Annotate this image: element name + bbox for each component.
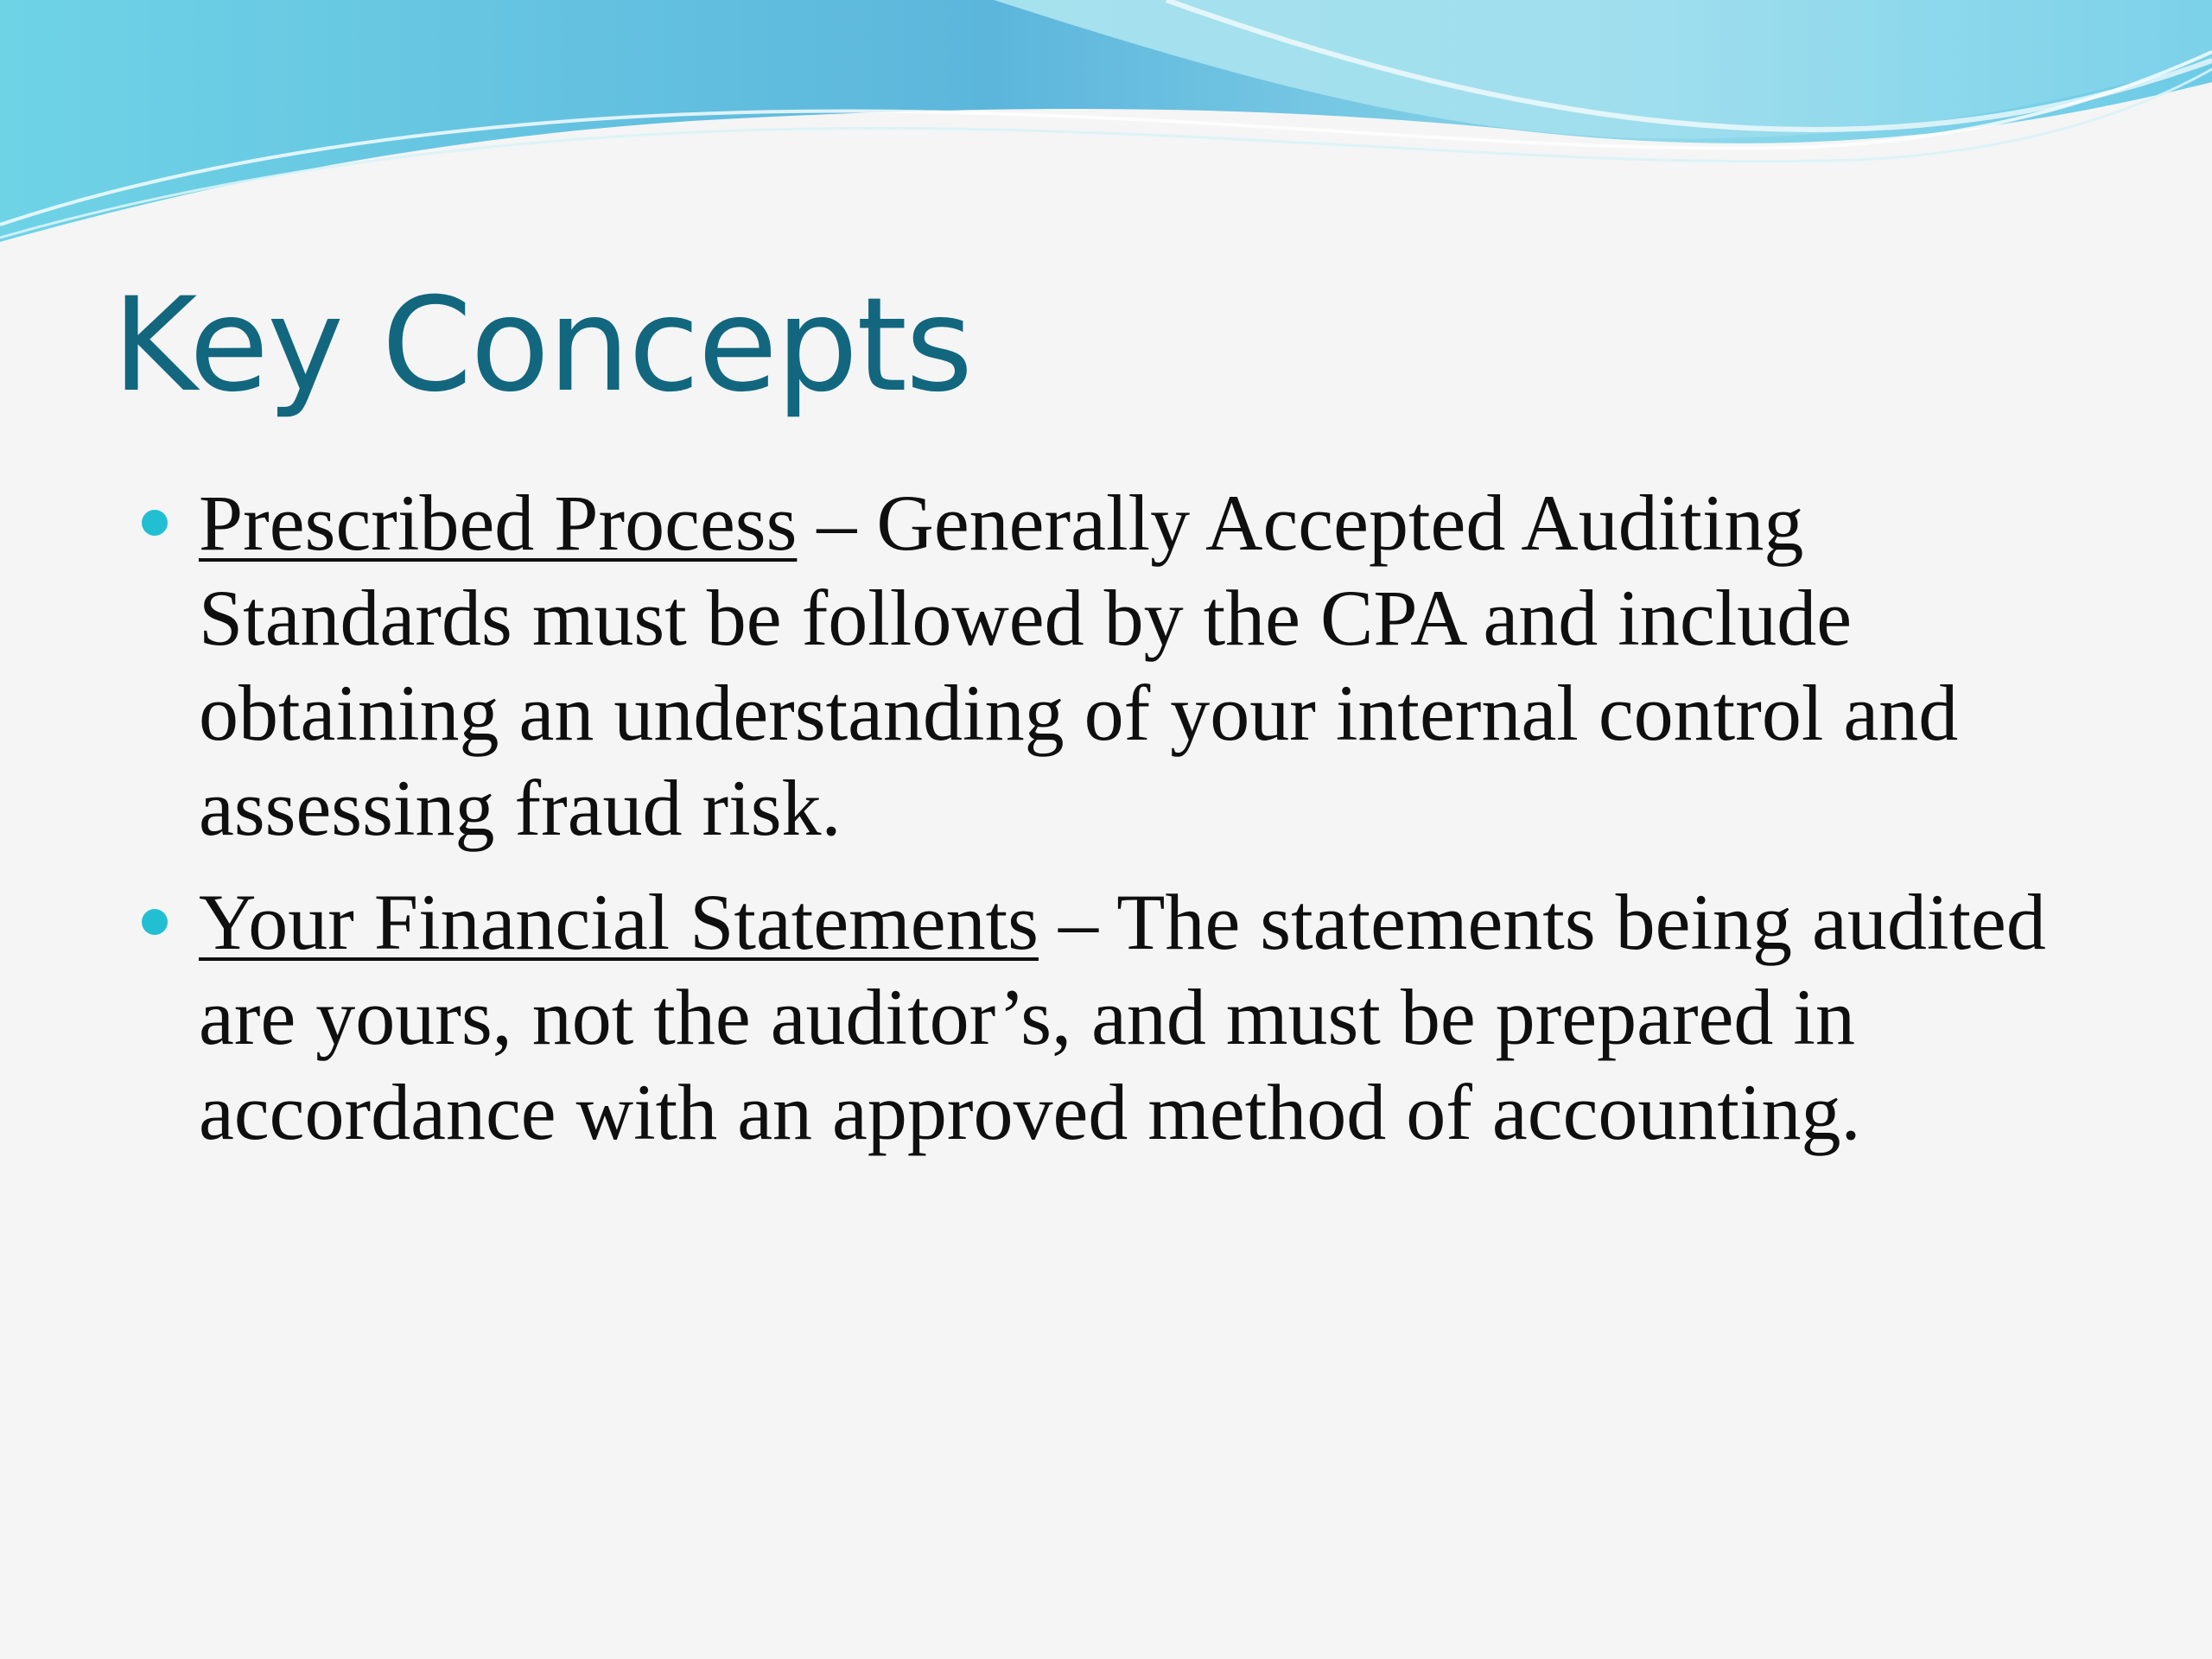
bullet-text: – Generally Accepted Auditing Standards must be followed by the CPA and include obtaining an understanding of your internal control and assessing fraud risk.	[199, 479, 1959, 852]
bullet-list	[199, 475, 2100, 1179]
bullet-term: Your Financial Statements	[199, 878, 1039, 966]
slide-title: Key Concepts	[112, 270, 972, 421]
bullet-term: Prescribed Process	[199, 479, 798, 567]
header-wave-decoration	[0, 0, 2212, 259]
bullet-item-financial-statements	[199, 874, 2100, 1160]
bullet-item-prescribed-process	[199, 475, 2100, 855]
bullet-text: – The statements being audited are yours, not the auditor’s, and must be prepared in accordance with an approved method of accounting.	[199, 878, 2046, 1156]
bullet-dot-icon	[142, 510, 168, 536]
bullet-dot-icon	[142, 909, 168, 935]
